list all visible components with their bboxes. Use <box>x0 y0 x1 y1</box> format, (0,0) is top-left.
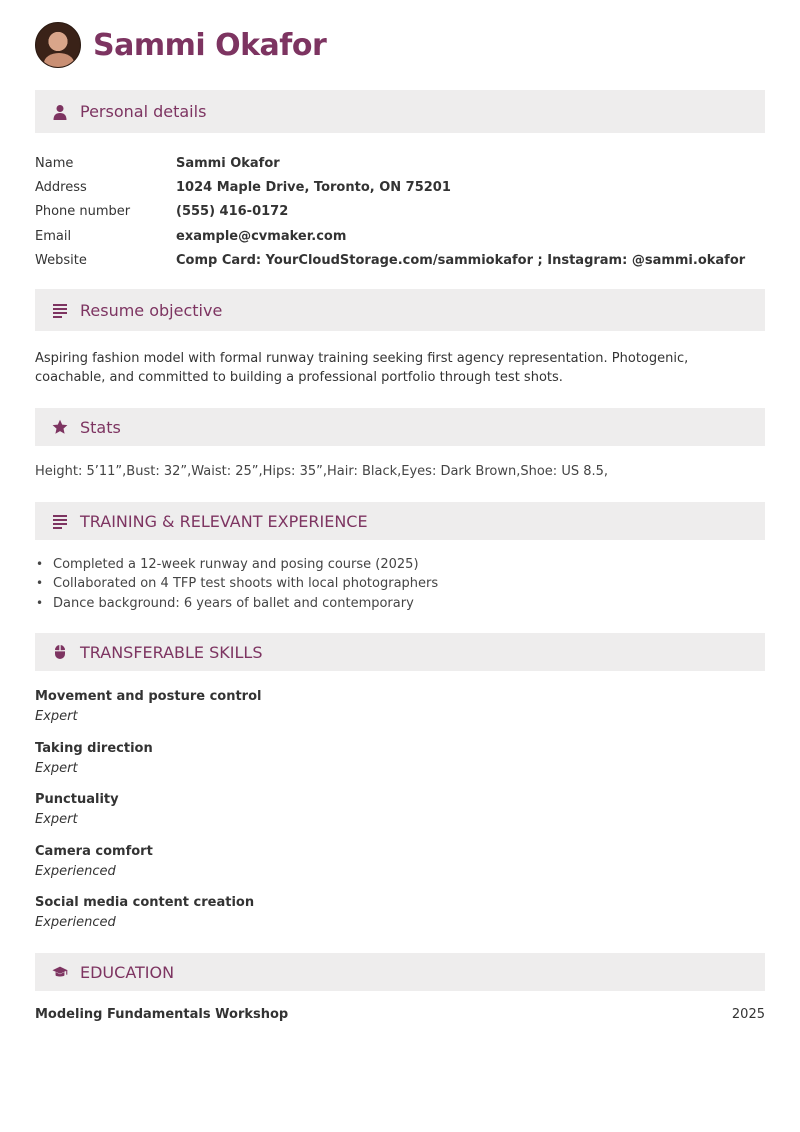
detail-label: Name <box>35 155 74 171</box>
detail-label: Website <box>35 252 87 268</box>
skill-item <box>35 687 261 739</box>
detail-value: example@cvmaker.com <box>176 228 347 244</box>
objective-text: Aspiring fashion model with formal runway training seeking first agency representation. Photogenic, coachable, and committed to building a professional portfolio through test shots. <box>35 351 689 385</box>
skill-item <box>35 893 261 945</box>
detail-label: Email <box>35 228 72 244</box>
detail-row <box>35 200 745 224</box>
education-name: Modeling Fundamentals Workshop <box>35 1007 289 1022</box>
skill-name: Movement and posture control <box>35 689 262 704</box>
skills-list <box>35 687 261 945</box>
skill-name: Taking direction <box>35 740 153 756</box>
list-item: • Collaborated on 4 TFP test shoots with local photographers <box>35 574 438 593</box>
detail-label: Address <box>35 179 87 195</box>
section-training <box>35 502 765 540</box>
header <box>35 22 326 68</box>
section-stats <box>35 408 765 446</box>
section-personal-details <box>35 90 765 133</box>
detail-row <box>35 248 745 272</box>
detail-value: (555) 416-0172 <box>176 204 289 220</box>
mouse-icon <box>52 644 68 660</box>
skill-item <box>35 842 261 894</box>
skill-level: Expert <box>35 760 78 776</box>
candidate-name: Sammi Okafor <box>93 27 327 63</box>
lines-icon <box>52 513 68 529</box>
detail-row <box>35 224 745 248</box>
person-icon <box>52 104 68 120</box>
education-item <box>35 1007 765 1022</box>
personal-details-table <box>35 151 745 272</box>
section-title: TRAINING & RELEVANT EXPERIENCE <box>80 511 368 531</box>
avatar <box>35 22 81 68</box>
section-title: TRANSFERABLE SKILLS <box>80 642 263 662</box>
education-year: 2025 <box>731 1007 765 1022</box>
section-title: Stats <box>80 417 121 437</box>
skill-level: Expert <box>35 812 78 827</box>
section-title: Resume objective <box>80 300 223 320</box>
skill-level: Experienced <box>35 915 116 930</box>
training-list <box>35 555 438 613</box>
detail-value: Comp Card: YourCloudStorage.com/sammiokafor ; Instagram: @sammi.okafor <box>176 252 746 268</box>
star-icon <box>52 419 68 435</box>
skill-level: Experienced <box>35 863 116 879</box>
section-title: EDUCATION <box>80 962 175 982</box>
lines-icon <box>52 302 68 318</box>
section-skills <box>35 633 765 671</box>
detail-row <box>35 175 745 199</box>
list-item: • Completed a 12-week runway and posing course (2025) <box>35 555 438 574</box>
skill-item <box>35 790 261 842</box>
skill-name: Camera comfort <box>35 843 153 859</box>
detail-row <box>35 151 745 175</box>
skill-item <box>35 739 261 791</box>
section-education <box>35 953 765 991</box>
detail-label: Phone number <box>35 204 131 220</box>
skill-level: Expert <box>35 709 78 724</box>
skill-name: Punctuality <box>35 792 119 807</box>
section-resume-objective <box>35 289 765 331</box>
section-title: Personal details <box>80 102 207 121</box>
list-item: • Dance background: 6 years of ballet and contemporary <box>35 594 438 613</box>
stats-text: Height: 5’11”,Bust: 32”,Waist: 25”,Hips: 35”,Hair: Black,Eyes: Dark Brown,Shoe: US 8.5, <box>35 464 609 479</box>
graduation-cap-icon <box>52 964 68 980</box>
detail-value: 1024 Maple Drive, Toronto, ON 75201 <box>176 179 451 195</box>
detail-value: Sammi Okafor <box>176 155 280 171</box>
skill-name: Social media content creation <box>35 895 255 910</box>
